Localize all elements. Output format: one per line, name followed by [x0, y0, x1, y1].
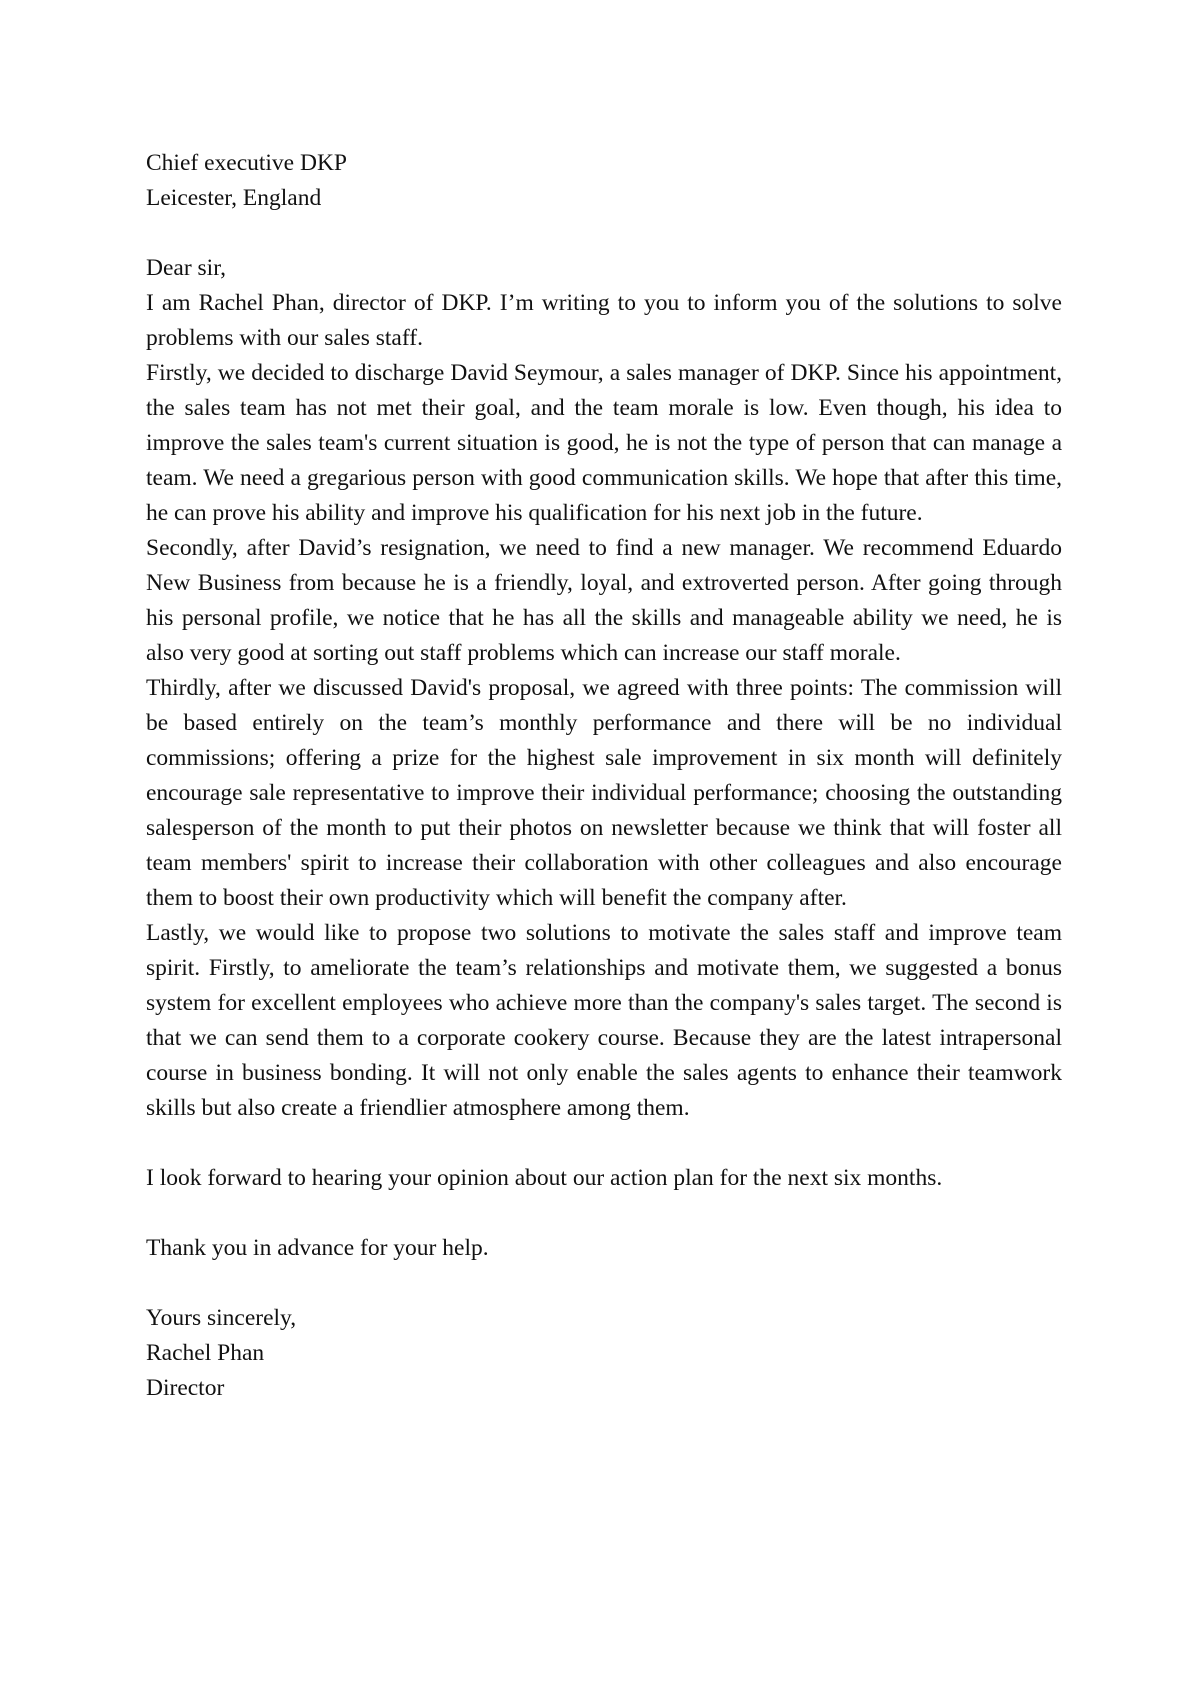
- spacer: [146, 1126, 1062, 1161]
- valediction: Yours sincerely,: [146, 1305, 297, 1331]
- signer-name: Rachel Phan: [146, 1340, 265, 1366]
- spacer: [146, 1196, 1062, 1231]
- spacer: [146, 216, 1062, 251]
- salutation: Dear sir,: [146, 255, 226, 281]
- letter: [146, 146, 1062, 1406]
- body-paragraph-secondly: Secondly, after David’s resignation, we need to find a new manager. We recommend Eduardo New Business from because he is a friendly, loyal, and extroverted person. After going through his personal profile, we notice that he has all the skills and manageable ability we need, he is also very good at sorting out staff problems which can increase our staff morale.: [146, 535, 1062, 666]
- body-paragraph-thirdly: Thirdly, after we discussed David's proposal, we agreed with three points: The commission will be based entirely on the team’s monthly performance and there will be no individual commissions; offering a prize for the highest sale improvement in six month will definitely encourage sale representative to improve their individual performance; choosing the outstanding salesperson of the month to put their photos on newsletter because we think that will foster all team members' spirit to increase their collaboration with other colleagues and also encourage them to boost their own productivity which will benefit the company after.: [146, 675, 1062, 911]
- recipient-title: Chief executive DKP: [146, 150, 348, 176]
- body-paragraph-lastly: Lastly, we would like to propose two solutions to motivate the sales staff and improve team spirit. Firstly, to ameliorate the team’s relationships and motivate them, we suggested a bonus system for excellent employees who achieve more than the company's sales target. The second is that we can send them to a corporate cookery course. Because they are the latest intrapersonal course in business bonding. It will not only enable the sales agents to enhance their teamwork skills but also create a friendlier atmosphere among them.: [146, 920, 1062, 1121]
- body-paragraph-intro: I am Rachel Phan, director of DKP. I’m writing to you to inform you of the solutions to solve problems with our sales staff.: [146, 290, 1062, 351]
- closing-paragraph: I look forward to hearing your opinion about our action plan for the next six months.: [146, 1165, 943, 1191]
- signer-role: Director: [146, 1375, 225, 1401]
- recipient-location: Leicester, England: [146, 185, 322, 211]
- body-paragraph-firstly: Firstly, we decided to discharge David Seymour, a sales manager of DKP. Since his appointment, the sales team has not met their goal, and the team morale is low. Even though, his idea to improve the sales team's current situation is good, he is not the type of person that can manage a team. We need a gregarious person with good communication skills. We hope that after this time, he can prove his ability and improve his qualification for his next job in the future.: [146, 360, 1062, 526]
- spacer: [146, 1266, 1062, 1301]
- thanks-line: Thank you in advance for your help.: [146, 1235, 489, 1261]
